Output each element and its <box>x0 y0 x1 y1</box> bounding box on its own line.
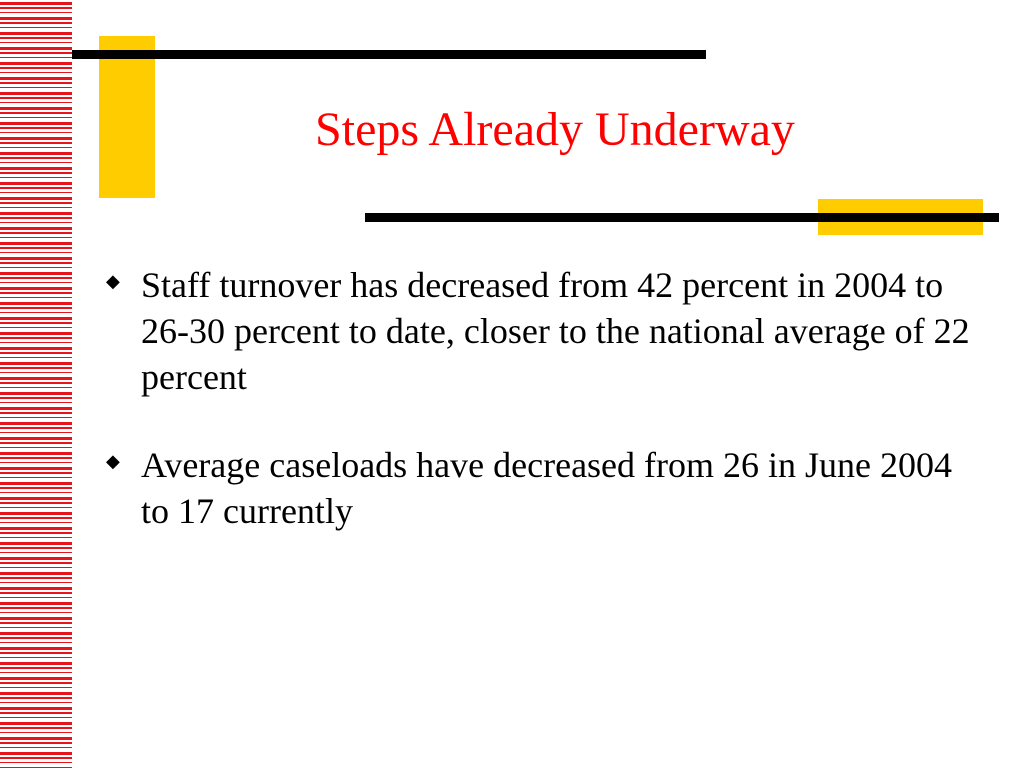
decorative-bottom-rule <box>365 213 999 222</box>
bullet-text: Staff turnover has decreased from 42 percent in 2004 to 26-30 percent to date, closer to the national average of 22 percent <box>141 265 970 397</box>
diamond-bullet-icon: ◆ <box>106 451 120 471</box>
bullet-list <box>104 262 984 576</box>
bullet-item <box>104 442 984 534</box>
decorative-top-rule <box>72 50 706 59</box>
bullet-text: Average caseloads have decreased from 26 in June 2004 to 17 currently <box>141 445 953 531</box>
diamond-bullet-icon: ◆ <box>106 271 120 291</box>
bullet-item <box>104 262 984 400</box>
decorative-gold-vertical-block <box>99 36 155 198</box>
decorative-red-stripes <box>0 0 72 768</box>
slide-title: Steps Already Underway <box>315 103 795 156</box>
